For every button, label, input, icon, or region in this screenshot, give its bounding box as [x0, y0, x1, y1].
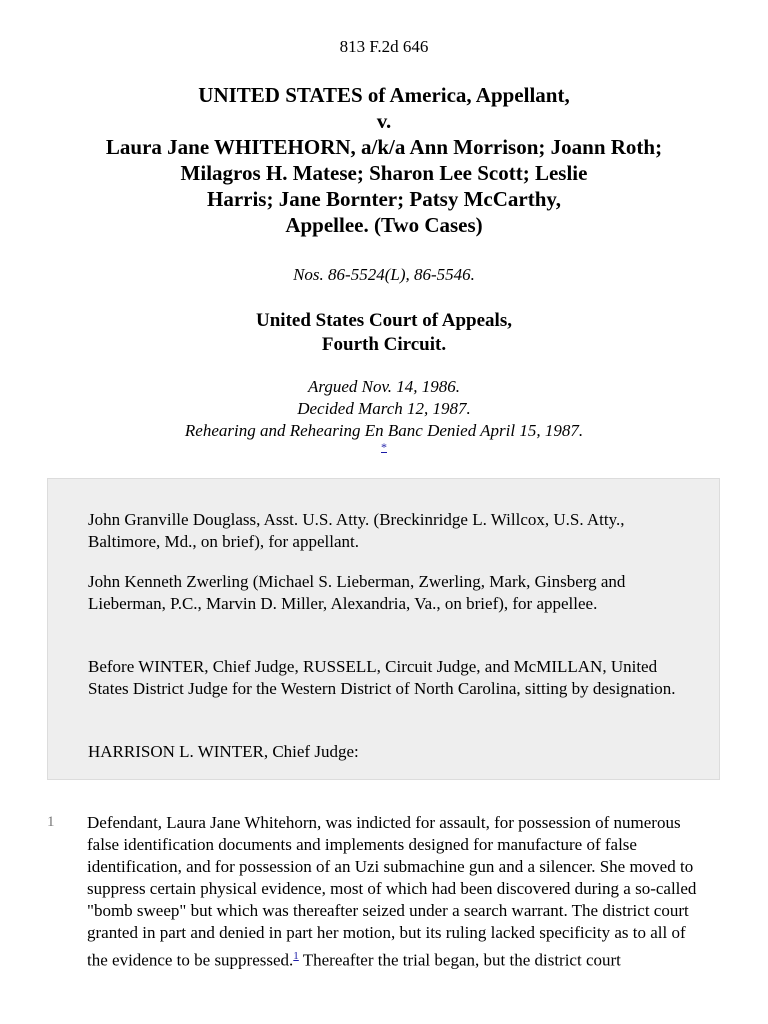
title-line: v.	[376, 109, 392, 133]
counsel-box	[47, 478, 720, 780]
court-line: United States Court of Appeals,	[256, 310, 512, 331]
case-dates	[0, 376, 768, 442]
star-footnote	[0, 440, 768, 455]
court-circuit: Fourth Circuit.	[321, 334, 447, 355]
title-line: UNITED STATES of America, Appellant,	[198, 83, 570, 107]
opinion-author: HARRISON L. WINTER, Chief Judge:	[88, 742, 359, 761]
paragraph-text: Defendant, Laura Jane Whitehorn, was indicted for assault, for possession of numerous false identification documents and implements designed for manufacture of false identification, and for possession of an Uzi submachine gun and a silencer. She moved to suppress certain physical evidence, most of which had been discovered during a so-called "bomb sweep" but which was thereafter seized under a search warrant. The district court granted in part and denied in part her motion, but its ruling lacked specificity as to all of the evidence to be suppressed.	[87, 813, 697, 970]
star-footnote-link[interactable]: *	[381, 440, 387, 454]
docket-numbers: Nos. 86-5524(L), 86-5546.	[293, 265, 475, 284]
case-title	[30, 82, 738, 238]
rehearing-date: Rehearing and Rehearing En Banc Denied April 15, 1987.	[184, 421, 584, 440]
court-name	[0, 309, 768, 357]
paragraph-text-continued: Thereafter the trial began, but the district court	[298, 950, 621, 970]
paragraph-number: 1	[47, 814, 55, 830]
appellant-counsel: John Granville Douglass, Asst. U.S. Atty. (Breckinridge L. Willcox, U.S. Atty., Baltimore, Md., on brief), for appellant.	[88, 510, 625, 551]
title-line: Milagros H. Matese; Sharon Lee Scott; Leslie	[180, 161, 588, 185]
title-line: Appellee. (Two Cases)	[285, 213, 483, 237]
argued-date: Argued Nov. 14, 1986.	[307, 377, 461, 396]
appellee-counsel: John Kenneth Zwerling (Michael S. Lieberman, Zwerling, Mark, Ginsberg and Lieberman, P.C., Marvin D. Miller, Alexandria, Va., on brief), for appellee.	[88, 572, 626, 613]
opinion-paragraph	[87, 812, 707, 972]
panel-judges: Before WINTER, Chief Judge, RUSSELL, Circuit Judge, and McMILLAN, United States District Judge for the Western District of North Carolina, sitting by designation.	[88, 657, 676, 698]
footnote-link[interactable]: 1	[293, 950, 299, 962]
title-line: Laura Jane WHITEHORN, a/k/a Ann Morrison; Joann Roth;	[105, 135, 663, 159]
case-citation: 813 F.2d 646	[339, 37, 429, 56]
title-line: Harris; Jane Bornter; Patsy McCarthy,	[207, 187, 561, 211]
decided-date: Decided March 12, 1987.	[297, 399, 471, 418]
